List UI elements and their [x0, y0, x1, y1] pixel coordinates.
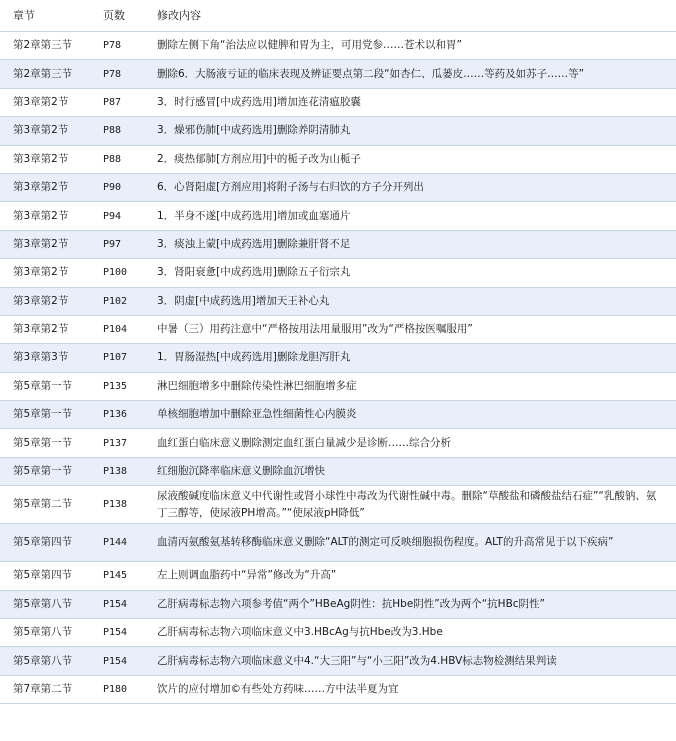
chapter-cell: 第2章第三节 — [0, 32, 90, 60]
chapter-cell: 第5章第一节 — [0, 457, 90, 485]
page-cell: P88 — [90, 117, 144, 145]
table-row — [0, 524, 676, 562]
page-cell: P88 — [90, 145, 144, 173]
content-cell: 6．心肾阳虚[方剂应用]将附子汤与右归饮的方子分开列出 — [144, 173, 676, 201]
content-cell: 3．肾阳衰惫[中成药选用]删除五子衍宗丸 — [144, 259, 676, 287]
page-cell: P180 — [90, 675, 144, 703]
table-row — [0, 230, 676, 258]
chapter-cell: 第3章第2节 — [0, 202, 90, 230]
table-row — [0, 675, 676, 703]
chapter-cell: 第3章第2节 — [0, 287, 90, 315]
chapter-cell: 第5章第四节 — [0, 524, 90, 562]
chapter-cell: 第3章第2节 — [0, 315, 90, 343]
chapter-cell: 第5章第八节 — [0, 619, 90, 647]
header-chapter: 章节 — [0, 0, 90, 32]
table-row — [0, 457, 676, 485]
content-cell: 血红蛋白临床意义删除测定血红蛋白量减少是诊断……综合分析 — [144, 429, 676, 457]
page-cell: P104 — [90, 315, 144, 343]
page-cell: P78 — [90, 32, 144, 60]
page-cell: P87 — [90, 88, 144, 116]
header-content: 修改内容 — [144, 0, 676, 32]
chapter-cell: 第3章第2节 — [0, 145, 90, 173]
page-cell: P97 — [90, 230, 144, 258]
page-cell: P100 — [90, 259, 144, 287]
content-cell: 红细胞沉降率临床意义删除血沉增快 — [144, 457, 676, 485]
table-row — [0, 88, 676, 116]
page-cell: P138 — [90, 457, 144, 485]
table-row — [0, 173, 676, 201]
table-row — [0, 562, 676, 590]
page-cell: P94 — [90, 202, 144, 230]
table-row — [0, 259, 676, 287]
chapter-cell: 第3章第2节 — [0, 173, 90, 201]
content-cell: 3．阴虚[中成药选用]增加天王补心丸 — [144, 287, 676, 315]
chapter-cell: 第3章第3节 — [0, 344, 90, 372]
page-cell: P145 — [90, 562, 144, 590]
chapter-cell: 第5章第八节 — [0, 590, 90, 618]
content-cell: 尿液酸碱度临床意义中代谢性或肾小球性中毒改为代谢性碱中毒。删除“草酸盐和磷酸盐结石症”“乳酸钠、氨丁三醇等，使尿液PH增高。”“使尿液pH降低” — [144, 486, 676, 524]
content-cell: 单核细胞增加中删除亚急性细菌性心内膜炎 — [144, 401, 676, 429]
content-cell: 1．胃肠湿热[中成药选用]删除龙胆泻肝丸 — [144, 344, 676, 372]
content-cell: 1．半身不遂[中成药选用]增加或血塞通片 — [144, 202, 676, 230]
page-cell: P154 — [90, 647, 144, 675]
table-row — [0, 401, 676, 429]
table-row — [0, 486, 676, 524]
table-row — [0, 315, 676, 343]
table-row — [0, 287, 676, 315]
content-cell: 淋巴细胞增多中删除传染性淋巴细胞增多症 — [144, 372, 676, 400]
table-row — [0, 32, 676, 60]
content-cell: 中暑（三）用药注意中“严格按用法用量服用”改为“严格按医嘱服用” — [144, 315, 676, 343]
table-body — [0, 32, 676, 704]
table-row — [0, 202, 676, 230]
page-cell: P90 — [90, 173, 144, 201]
chapter-cell: 第3章第2节 — [0, 88, 90, 116]
chapter-cell: 第7章第二节 — [0, 675, 90, 703]
content-cell: 3．时行感冒[中成药选用]增加连花清瘟胶囊 — [144, 88, 676, 116]
chapter-cell: 第5章第八节 — [0, 647, 90, 675]
chapter-cell: 第3章第2节 — [0, 117, 90, 145]
content-cell: 左上则调血脂药中“异常”修改为“升高” — [144, 562, 676, 590]
chapter-cell: 第3章第2节 — [0, 259, 90, 287]
content-cell: 删除6．大肠液亏证的临床表现及辨证要点第二段“如杏仁、瓜蒌皮……等药及如苏子……等” — [144, 60, 676, 88]
page-cell: P102 — [90, 287, 144, 315]
content-cell: 2．痰热郁肺[方剂应用]中的栀子改为山栀子 — [144, 145, 676, 173]
chapter-cell: 第2章第三节 — [0, 60, 90, 88]
table-row — [0, 145, 676, 173]
table-row — [0, 60, 676, 88]
table-row — [0, 344, 676, 372]
table-row — [0, 590, 676, 618]
page-cell: P144 — [90, 524, 144, 562]
chapter-cell: 第3章第2节 — [0, 230, 90, 258]
content-cell: 乙肝病毒标志物六项参考值“两个”HBeAg阴性：抗Hbe阴性”改为两个“抗HBc阴性” — [144, 590, 676, 618]
content-cell: 血清丙氨酸氨基转移酶临床意义删除“ALT的测定可反映细胞损伤程度。ALT的升高常见于以下疾病” — [144, 524, 676, 562]
chapter-cell: 第5章第一节 — [0, 401, 90, 429]
table-row — [0, 372, 676, 400]
content-cell: 乙肝病毒标志物六项临床意义中3.HBcAg与抗Hbe改为3.Hbe — [144, 619, 676, 647]
table-row — [0, 429, 676, 457]
page-cell: P137 — [90, 429, 144, 457]
chapter-cell: 第5章第一节 — [0, 429, 90, 457]
page-cell: P107 — [90, 344, 144, 372]
table-row — [0, 647, 676, 675]
content-cell: 饮片的应付增加©有些处方药味……方中法半夏为宜 — [144, 675, 676, 703]
content-cell: 3．痰浊上蒙[中成药选用]删除兼肝肾不足 — [144, 230, 676, 258]
chapter-cell: 第5章第二节 — [0, 486, 90, 524]
content-cell: 乙肝病毒标志物六项临床意义中4.“大三阳”与“小三阳”改为4.HBV标志物检测结果判读 — [144, 647, 676, 675]
page-cell: P154 — [90, 619, 144, 647]
chapter-cell: 第5章第四节 — [0, 562, 90, 590]
page-cell: P154 — [90, 590, 144, 618]
table-row — [0, 619, 676, 647]
page-cell: P78 — [90, 60, 144, 88]
page-cell: P135 — [90, 372, 144, 400]
table-header-row — [0, 0, 676, 32]
content-cell: 3．燥邪伤肺[中成药选用]删除养阴清肺丸 — [144, 117, 676, 145]
header-page: 页数 — [90, 0, 144, 32]
page-cell: P136 — [90, 401, 144, 429]
chapter-cell: 第5章第一节 — [0, 372, 90, 400]
page-cell: P138 — [90, 486, 144, 524]
content-cell: 删除左侧下角“治法应以健脾和胃为主，可用党参……苍术以和胃” — [144, 32, 676, 60]
table-row — [0, 117, 676, 145]
